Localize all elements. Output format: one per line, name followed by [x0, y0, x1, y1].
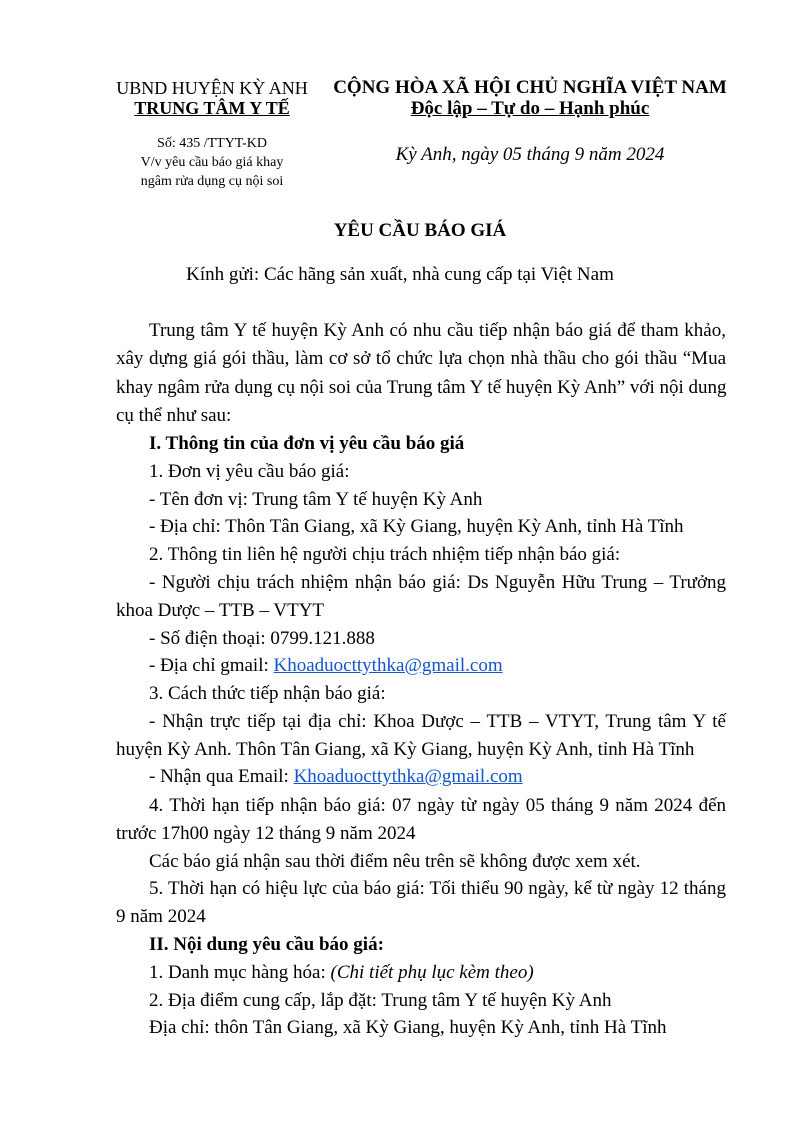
late-note: Các báo giá nhận sau thời điểm nêu trên sẽ không được xem xét.: [149, 851, 641, 872]
date-line: Kỳ Anh, ngày 05 tháng 9 năm 2024: [395, 144, 665, 165]
intro-line-3: khay ngâm rửa dụng cụ nội soi của Trung tâm Y tế huyện Kỳ Anh” với nội dung: [116, 377, 727, 398]
deadline-line-1: 4. Thời hạn tiếp nhận báo giá: 07 ngày từ ngày 05 tháng 9 năm 2024 đến: [149, 795, 726, 816]
gmail-label: - Địa chỉ gmail:: [149, 655, 274, 676]
nation-motto: [330, 98, 730, 120]
delivery-location: 2. Địa điểm cung cấp, lắp đặt: Trung tâm Y tế huyện Kỳ Anh: [149, 990, 612, 1011]
section-1-item-3: 3. Cách thức tiếp nhận báo giá:: [149, 683, 386, 704]
document-title: YÊU CẦU BÁO GIÁ: [333, 220, 507, 241]
gmail-link[interactable]: Khoaduocttythka@gmail.com: [273, 655, 503, 676]
responsible-line-2: khoa Dược – TTB – VTYT: [116, 600, 325, 621]
recipient-line: Kính gửi: Các hãng sản xuất, nhà cung cấp tại Việt Nam: [186, 264, 614, 285]
section-1-item-1: 1. Đơn vị yêu cầu báo giá:: [149, 461, 350, 482]
direct-receipt-line-2: huyện Kỳ Anh. Thôn Tân Giang, xã Kỳ Giang, huyện Kỳ Anh, tỉnh Hà Tĩnh: [116, 739, 695, 760]
ref-number: Số: 435 /TTYT-KD: [157, 136, 267, 151]
email-line: [149, 766, 523, 788]
goods-list-note: (Chi tiết phụ lục kèm theo): [330, 962, 534, 983]
direct-receipt-line-1: - Nhận trực tiếp tại địa chỉ: Khoa Dược – TTB – VTYT, Trung tâm Y tế: [149, 711, 726, 732]
section-1-heading: I. Thông tin của đơn vị yêu cầu báo giá: [149, 433, 465, 454]
gmail-line: [149, 655, 503, 677]
goods-list-line: [149, 962, 534, 984]
unit-name: - Tên đơn vị: Trung tâm Y tế huyện Kỳ Anh: [149, 489, 483, 510]
email-label: - Nhận qua Email:: [149, 766, 294, 787]
section-2-heading: II. Nội dung yêu cầu báo giá:: [149, 934, 384, 955]
phone-line: - Số điện thoại: 0799.121.888: [149, 628, 375, 649]
org-unit-text: TRUNG TÂM Y TẾ: [134, 98, 290, 118]
goods-list-label: 1. Danh mục hàng hóa:: [149, 962, 331, 983]
validity-line-1: 5. Thời hạn có hiệu lực của báo giá: Tối thiểu 90 ngày, kể từ ngày 12 tháng: [149, 878, 726, 899]
nation-title: CỘNG HÒA XÃ HỘI CHỦ NGHĨA VIỆT NAM: [333, 77, 727, 98]
unit-address: - Địa chỉ: Thôn Tân Giang, xã Kỳ Giang, huyện Kỳ Anh, tỉnh Hà Tĩnh: [149, 516, 684, 537]
responsible-line-1: - Người chịu trách nhiệm nhận báo giá: Ds Nguyễn Hữu Trung – Trưởng: [149, 572, 726, 593]
delivery-address: Địa chỉ: thôn Tân Giang, xã Kỳ Giang, huyện Kỳ Anh, tỉnh Hà Tĩnh: [149, 1017, 667, 1038]
intro-line-1: Trung tâm Y tế huyện Kỳ Anh có nhu cầu tiếp nhận báo giá để tham khảo,: [149, 320, 726, 341]
intro-line-4: cụ thể như sau:: [116, 405, 232, 426]
validity-line-2: 9 năm 2024: [116, 906, 206, 927]
subject-line-1: V/v yêu cầu báo giá khay: [140, 155, 284, 170]
nation-motto-text: Độc lập – Tự do – Hạnh phúc: [410, 98, 650, 119]
subject-line-2: ngâm rửa dụng cụ nội soi: [140, 174, 284, 189]
email-link[interactable]: Khoaduocttythka@gmail.com: [293, 766, 523, 787]
intro-line-2: xây dựng giá gói thầu, làm cơ sở tổ chức lựa chọn nhà thầu cho gói thầu “Mua: [116, 348, 726, 369]
deadline-line-2: trước 17h00 ngày 12 tháng 9 năm 2024: [116, 823, 416, 844]
org-name: UBND HUYỆN KỲ ANH: [116, 78, 308, 98]
section-1-item-2: 2. Thông tin liên hệ người chịu trách nhiệm tiếp nhận báo giá:: [149, 544, 621, 565]
org-unit: [106, 98, 318, 119]
